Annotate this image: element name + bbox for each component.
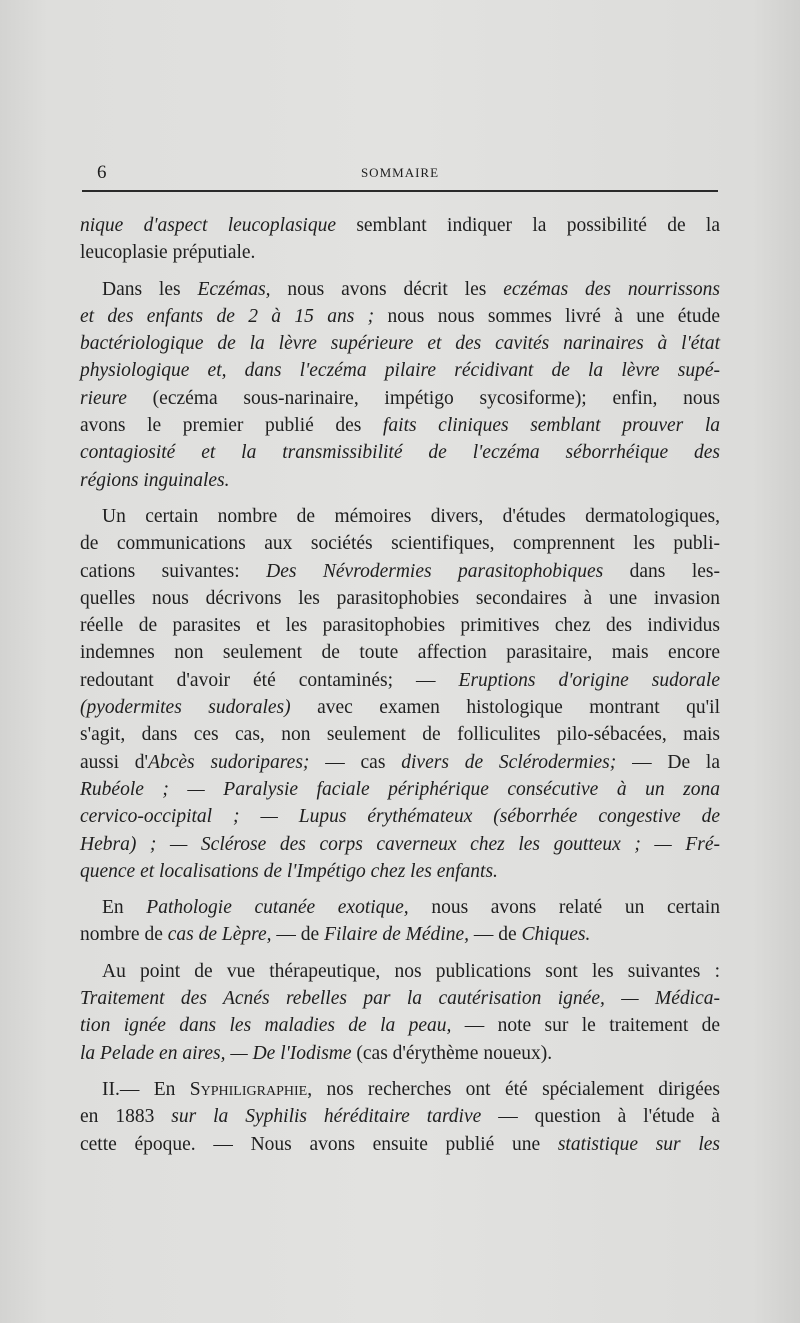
text-line: [80, 412, 720, 439]
text-line: [80, 612, 720, 639]
page-number: 6: [97, 162, 107, 183]
text-line: [80, 1012, 720, 1039]
italic-run: divers de Sclérodermies;: [401, 751, 617, 773]
text-line: [80, 921, 720, 948]
text-line: [80, 721, 720, 748]
italic-run: Des Névrodermies parasitophobiques: [266, 560, 604, 582]
italic-run: cervico-occipital ; — Lupus érythémateux (séborrhée congestive de: [80, 806, 720, 828]
italic-run: Eczémas,: [197, 278, 271, 300]
text-run: Un certain nombre de mémoires divers, d'études dermatologiques,: [102, 505, 720, 527]
text-line: [80, 530, 720, 557]
text-line: [80, 958, 720, 985]
text-line: [80, 985, 720, 1012]
text-run: avons le premier publié des: [80, 415, 383, 437]
text-line: [80, 303, 720, 330]
page-header: [82, 162, 718, 186]
text-run: semblant indiquer la possibilité de la: [336, 215, 720, 236]
running-title: SOMMAIRE: [360, 165, 440, 180]
text-run: avec examen histologique montrant qu'il: [290, 697, 721, 719]
text-run: cette époque. — Nous avons ensuite publié une: [80, 1133, 558, 1155]
small-caps-run: Syphiligraphie,: [189, 1078, 313, 1100]
text-run: cations suivantes:: [80, 560, 267, 582]
text-line: [80, 749, 720, 776]
text-line: [80, 1040, 720, 1067]
text-run: (eczéma sous-narinaire, impétigo sycosiforme); enfin, nous: [126, 387, 720, 409]
text-line: [80, 639, 720, 666]
text-run: nous avons relaté un certain: [408, 897, 720, 919]
text-run: de communications aux sociétés scientifiques, comprennent les publi-: [80, 533, 720, 555]
italic-run: nique d'aspect leucoplasique: [80, 215, 336, 236]
text-run: — question à l'étude à: [481, 1106, 721, 1128]
text-line: [80, 558, 720, 585]
text-line: [80, 1103, 720, 1130]
italic-run: quence et localisations de l'Impétigo chez les enfants.: [80, 860, 498, 882]
italic-run: statistique sur les: [557, 1133, 720, 1155]
italic-run: tion ignée dans les maladies de la peau,: [80, 1015, 452, 1037]
italic-run: bactériologique de la lèvre supérieure et des cavités narinaires à l'état: [80, 333, 720, 355]
italic-run: Hebra) ; — Sclérose des corps caverneux chez les goutteux ; — Fré-: [80, 833, 720, 855]
italic-run: Eruptions d'origine sudorale: [458, 669, 720, 691]
italic-run: sur la Syphilis héréditaire tardive: [171, 1106, 482, 1128]
text-line: [80, 694, 720, 721]
italic-run: rieure: [80, 387, 127, 409]
text-line: [80, 439, 720, 466]
italic-run: Pathologie cutanée exotique,: [146, 897, 409, 919]
text-line: [80, 831, 720, 858]
text-run: — de: [469, 924, 522, 946]
italic-run: Traitement des Acnés rebelles par la cautérisation ignée, — Médica-: [80, 988, 720, 1010]
paragraph-gap: [80, 1067, 720, 1076]
text-line: [80, 894, 720, 921]
italic-run: Filaire de Médine,: [324, 924, 469, 946]
italic-run: régions inguinales.: [80, 469, 230, 491]
text-run: — note sur le traitement de: [451, 1015, 721, 1037]
text-run: Dans les: [102, 278, 198, 300]
text-line: [80, 667, 720, 694]
text-line: [80, 776, 720, 803]
text-run: redoutant d'avoir été contaminés; —: [80, 669, 459, 691]
text-run: II.— En: [102, 1078, 190, 1100]
text-run: indemnes non seulement de toute affection parasitaire, mais encore: [80, 642, 720, 664]
text-run: Au point de vue thérapeutique, nos publications sont les suivantes :: [102, 960, 720, 982]
text-run: s'agit, dans ces cas, non seulement de folliculites pilo-sébacées, mais: [80, 724, 720, 746]
text-run: — de: [271, 924, 325, 946]
text-run: nombre de: [80, 924, 168, 946]
text-line: [80, 585, 720, 612]
italic-run: (pyodermites sudorales): [80, 697, 291, 719]
text-line: [80, 803, 720, 830]
header-rule: [82, 190, 718, 192]
italic-run: Rubéole ; — Paralysie faciale périphérique consécutive à un zona: [80, 778, 720, 800]
italic-run: faits cliniques semblant prouver la: [382, 415, 721, 437]
italic-run: cas de Lèpre,: [167, 924, 272, 946]
text-line: [80, 276, 720, 303]
text-run: — De la: [616, 751, 721, 773]
text-run: réelle de parasites et les parasitophobies primitives chez des individus: [80, 615, 720, 637]
text-line: [80, 858, 720, 885]
paragraph-gap: [80, 885, 720, 894]
text-line: [80, 330, 720, 357]
italic-run: et des enfants de 2 à 15 ans ;: [80, 305, 375, 327]
text-run: nous nous sommes livré à une étude: [374, 305, 720, 327]
paragraph-gap: [80, 949, 720, 958]
text-line: [80, 212, 720, 239]
text-run: en 1883: [80, 1106, 172, 1128]
text-line: [80, 1131, 720, 1158]
paragraph-gap: [80, 267, 720, 276]
text-line: [80, 385, 720, 412]
text-line: [80, 239, 720, 266]
text-run: En: [102, 897, 147, 919]
paragraph-gap: [80, 494, 720, 503]
text-run: nous avons décrit les: [270, 278, 504, 300]
italic-run: Abcès sudoripares;: [148, 751, 310, 773]
body-text: [80, 212, 720, 1158]
text-line: [80, 503, 720, 530]
italic-run: la Pelade en aires, — De l'Iodisme: [80, 1042, 352, 1064]
text-line: [80, 357, 720, 384]
italic-run: eczémas des nourrissons: [503, 278, 720, 300]
text-run: quelles nous décrivons les parasitophobies secondaires à une invasion: [80, 587, 720, 609]
text-run: nos recherches ont été spécialement dirigées: [312, 1078, 720, 1100]
text-run: leucoplasie préputiale.: [80, 242, 256, 264]
text-line: [80, 467, 720, 494]
italic-run: contagiosité et la transmissibilité de l'eczéma séborrhéique des: [80, 442, 720, 464]
text-run: dans les-: [603, 560, 720, 582]
text-run: — cas: [309, 751, 402, 773]
text-run: (cas d'érythème noueux).: [351, 1042, 553, 1064]
text-line: [80, 1076, 720, 1103]
text-run: aussi d': [80, 751, 149, 773]
italic-run: physiologique et, dans l'eczéma pilaire récidivant de la lèvre supé-: [80, 360, 720, 382]
italic-run: Chiques.: [521, 924, 591, 946]
